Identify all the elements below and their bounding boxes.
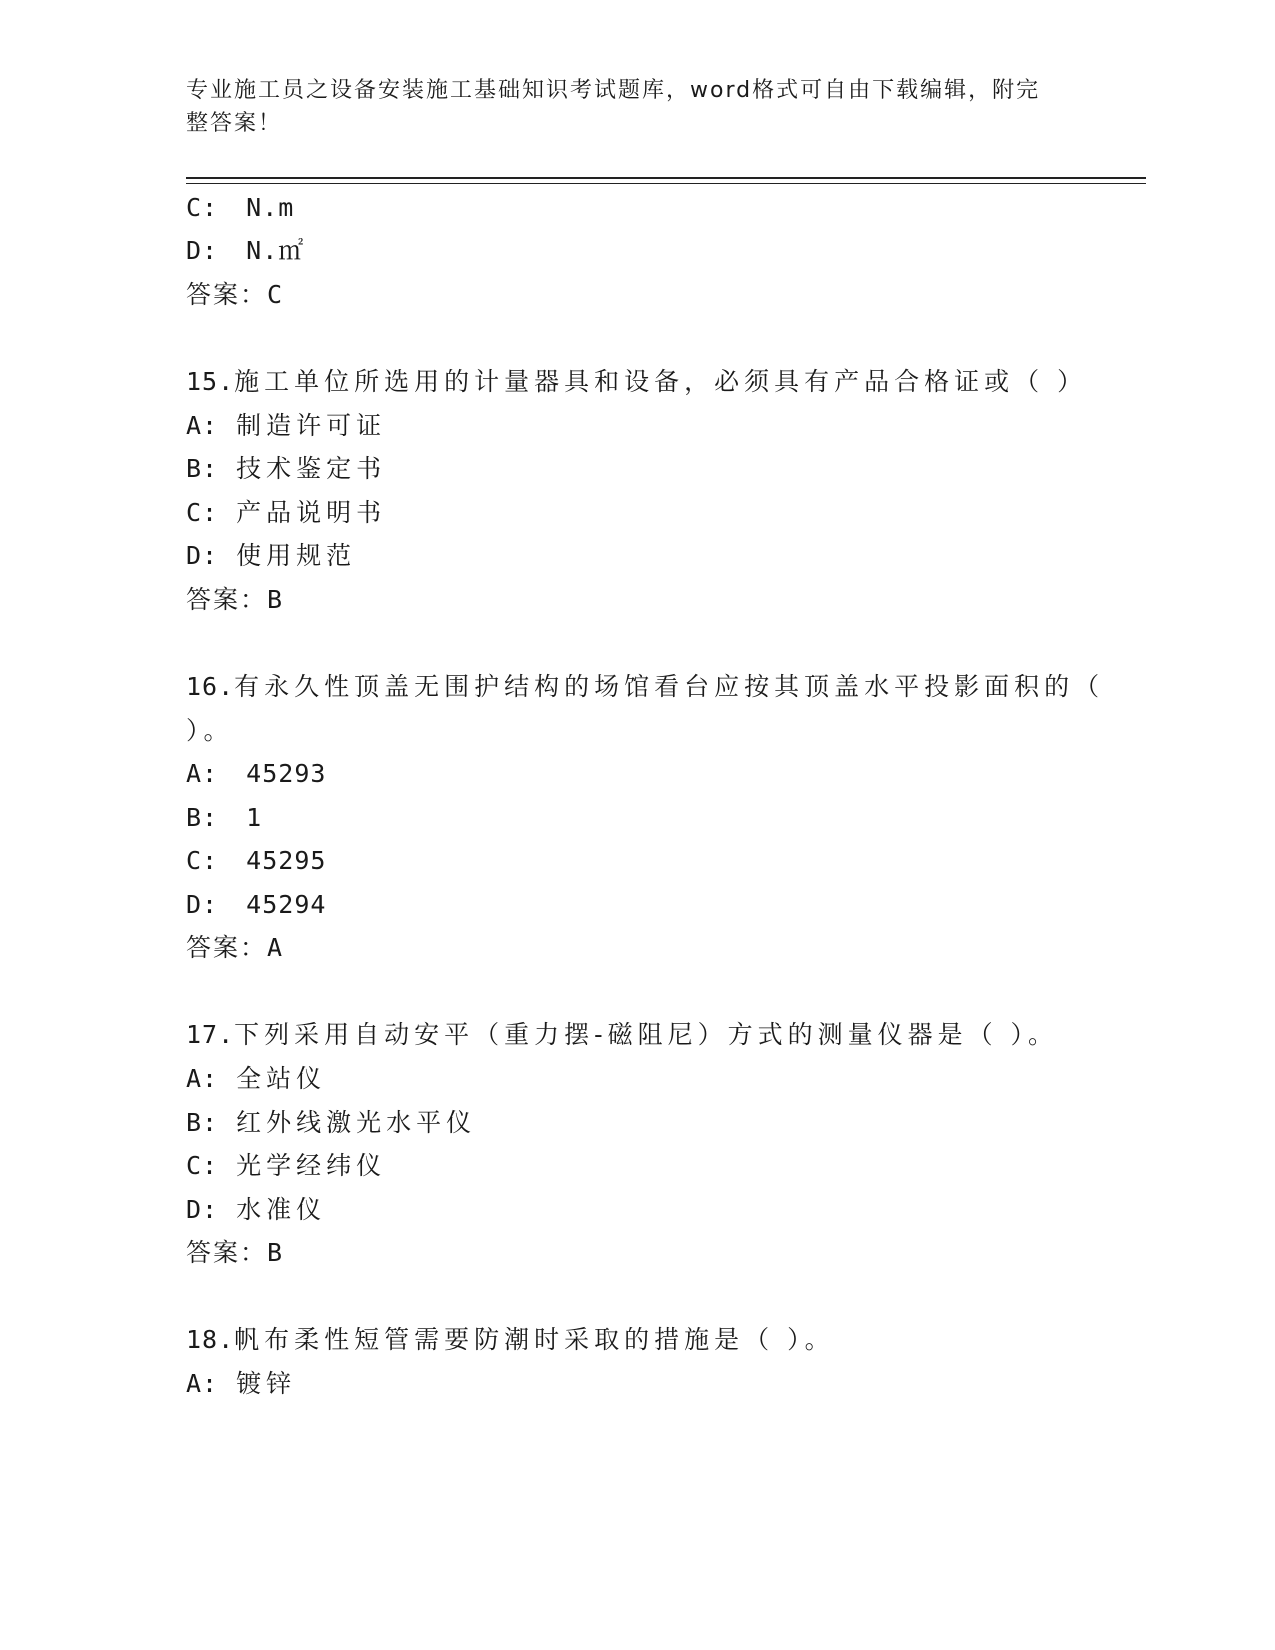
header-line-1: 专业施工员之设备安装施工基础知识考试题库，word格式可自由下载编辑，附完 — [186, 78, 1041, 103]
question-16-continued — [186, 715, 234, 747]
option-label: A: — [186, 411, 219, 440]
option-c — [186, 1150, 386, 1182]
option-label: A: — [186, 1369, 219, 1398]
option-a — [186, 410, 386, 442]
question-17 — [186, 1019, 1058, 1051]
option-text: 镀锌 — [236, 1369, 297, 1398]
option-a — [186, 1368, 296, 1400]
option-label: C: — [186, 498, 219, 527]
answer-line — [186, 1237, 284, 1269]
option-text: 红外线激光水平仪 — [236, 1108, 477, 1137]
question-number: 17. — [186, 1020, 235, 1049]
question-text: 下列采用自动安平（重力摆-磁阻尼）方式的测量仪器是（ ）。 — [234, 1020, 1059, 1049]
answer-label: 答案： — [186, 280, 268, 309]
question-number: 18. — [186, 1325, 235, 1354]
option-b — [186, 453, 386, 485]
option-c — [186, 845, 326, 877]
answer-value: B — [267, 585, 285, 614]
question-text: 有永久性顶盖无围护结构的场馆看台应按其顶盖水平投影面积的（ — [234, 672, 1105, 701]
option-c — [186, 497, 386, 529]
answer-label: 答案： — [186, 585, 268, 614]
answer-value: C — [267, 280, 285, 309]
option-d — [186, 235, 304, 267]
answer-line — [186, 932, 284, 964]
answer-label: 答案： — [186, 1238, 268, 1267]
option-a — [186, 1063, 326, 1095]
option-b — [186, 1107, 476, 1139]
option-label: D: — [186, 1195, 219, 1224]
question-15 — [186, 366, 1087, 398]
option-text: 技术鉴定书 — [236, 454, 387, 483]
option-text: 45293 — [246, 759, 327, 788]
option-d — [186, 540, 356, 572]
option-text: 产品说明书 — [236, 498, 387, 527]
option-d — [186, 889, 326, 921]
option-d — [186, 1194, 326, 1226]
answer-label: 答案： — [186, 933, 268, 962]
header-divider — [186, 177, 1146, 184]
option-text: 1 — [246, 803, 263, 832]
option-label: D: — [186, 890, 219, 919]
answer-line — [186, 279, 284, 311]
option-text: 光学经纬仪 — [236, 1151, 387, 1180]
option-label: C: — [186, 193, 219, 222]
header-line-2: 整答案！ — [186, 111, 283, 136]
option-label: B: — [186, 1108, 219, 1137]
option-text: 45295 — [246, 846, 327, 875]
option-label: A: — [186, 1064, 219, 1093]
document-header — [186, 74, 1066, 140]
option-label: B: — [186, 454, 219, 483]
answer-value: A — [267, 933, 285, 962]
question-16 — [186, 671, 1104, 703]
question-number: 16. — [186, 672, 235, 701]
option-text: N.㎡ — [246, 236, 305, 265]
question-number: 15. — [186, 367, 235, 396]
option-c — [186, 192, 294, 224]
option-text: 全站仪 — [236, 1064, 327, 1093]
option-label: D: — [186, 541, 219, 570]
option-text: 45294 — [246, 890, 327, 919]
option-text: 使用规范 — [236, 541, 357, 570]
question-text: 施工单位所选用的计量器具和设备，必须具有产品合格证或（ ） — [234, 367, 1088, 396]
question-text: 帆布柔性短管需要防潮时采取的措施是（ ）。 — [234, 1325, 835, 1354]
option-label: B: — [186, 803, 219, 832]
option-text: 制造许可证 — [236, 411, 387, 440]
question-text: ）。 — [186, 716, 234, 745]
option-text: 水准仪 — [236, 1195, 327, 1224]
option-label: A: — [186, 759, 219, 788]
option-label: C: — [186, 1151, 219, 1180]
option-label: D: — [186, 236, 219, 265]
option-text: N.m — [246, 193, 295, 222]
answer-line — [186, 584, 284, 616]
option-b — [186, 802, 262, 834]
question-18 — [186, 1324, 835, 1356]
option-a — [186, 758, 326, 790]
option-label: C: — [186, 846, 219, 875]
answer-value: B — [267, 1238, 285, 1267]
